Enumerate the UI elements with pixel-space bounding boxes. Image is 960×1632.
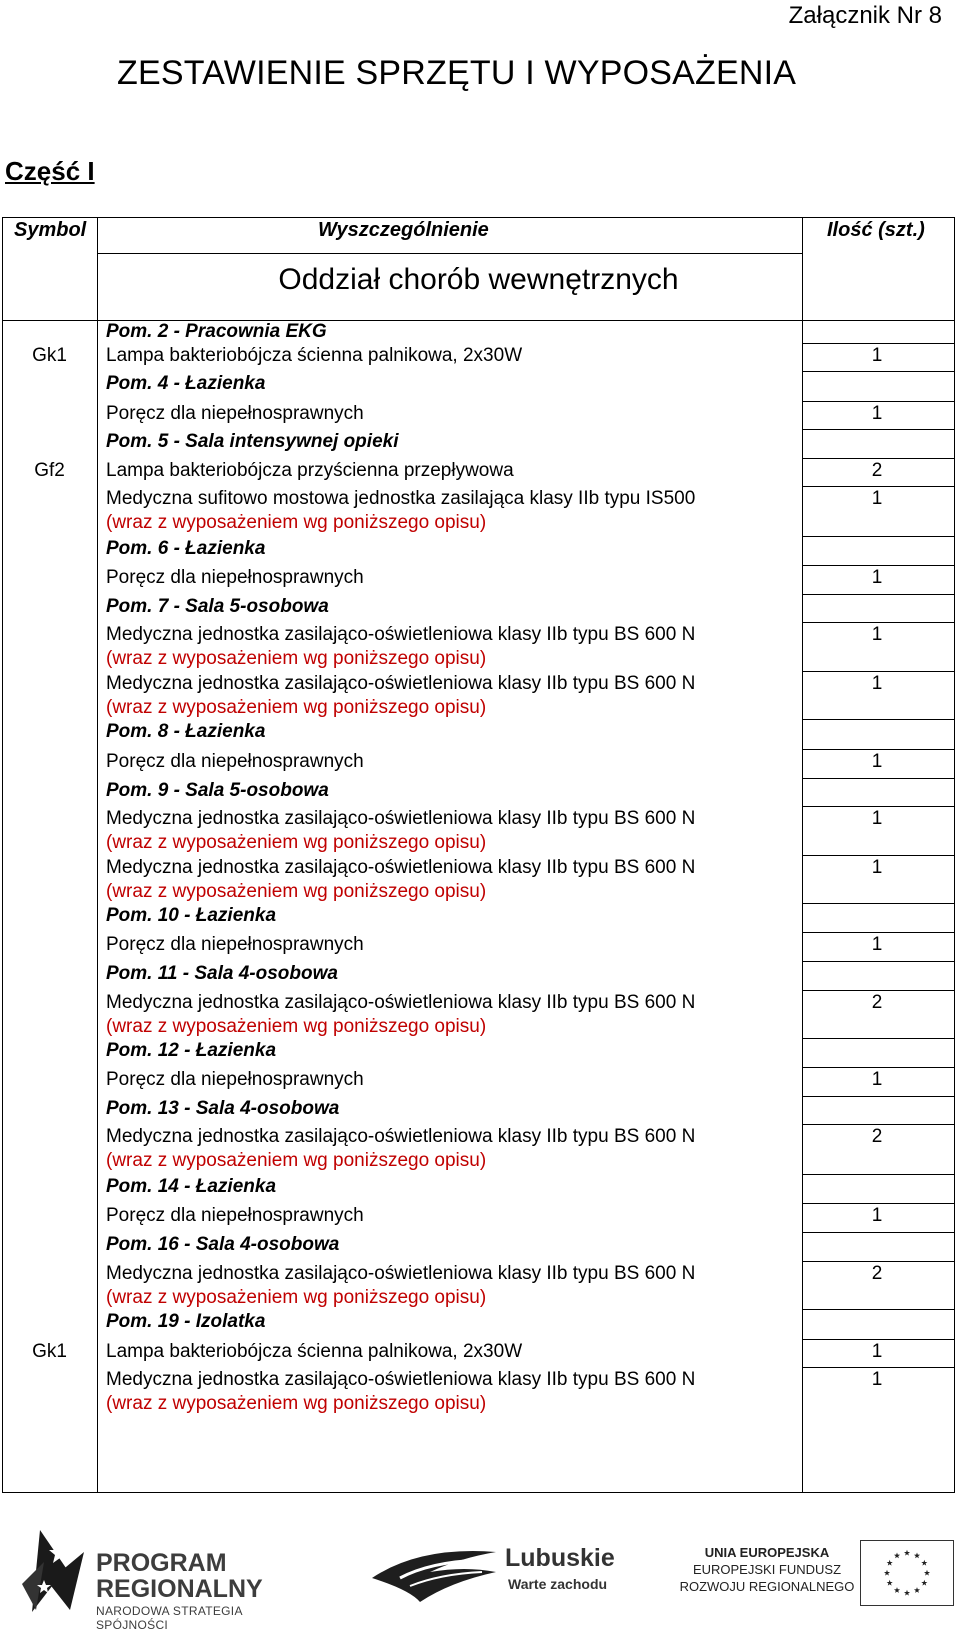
header-row-divider: [97, 253, 802, 254]
item-name: Poręcz dla niepełnosprawnych: [106, 934, 364, 955]
description-cell: [106, 566, 796, 590]
row-divider: [802, 1174, 955, 1175]
column-header-symbol: Symbol: [14, 219, 87, 241]
item-note: (wraz z wyposażeniem wg poniższego opisu): [106, 1393, 487, 1414]
quantity-cell: 1: [871, 1069, 883, 1090]
room-name: Pom. 11 - Sala 4-osobowa: [106, 963, 338, 984]
description-cell: [106, 1097, 796, 1121]
item-name: Medyczna jednostka zasilająco-oświetleniowa klasy IIb typu BS 600 N: [106, 1126, 696, 1147]
program-subtitle: NARODOWA STRATEGIA SPÓJNOŚCI: [96, 1604, 243, 1632]
eu-line2: EUROPEJSKI FUNDUSZ: [692, 1562, 842, 1577]
eu-star-icon: [914, 1587, 920, 1593]
eu-star-icon: [894, 1552, 900, 1558]
item-note: (wraz z wyposażeniem wg poniższego opisu): [106, 832, 487, 853]
description-cell: [106, 991, 796, 1039]
item-name: Medyczna jednostka zasilająco-oświetleniowa klasy IIb typu BS 600 N: [106, 992, 696, 1013]
item-name: Poręcz dla niepełnosprawnych: [106, 1205, 364, 1226]
item-name: Lampa bakteriobójcza ścienna palnikowa, 2x30W: [106, 345, 523, 366]
part-heading: Część I: [5, 156, 95, 186]
quantity-cell: 1: [871, 808, 883, 829]
description-cell: [106, 1204, 796, 1228]
quantity-cell: 1: [871, 857, 883, 878]
description-cell: [106, 1125, 796, 1173]
eu-star-icon: [921, 1560, 927, 1566]
description-cell: [106, 672, 796, 720]
item-name: Medyczna jednostka zasilająco-oświetleniowa klasy IIb typu BS 600 N: [106, 673, 696, 694]
eu-flag-icon: [860, 1540, 954, 1606]
quantity-cell: 1: [871, 1205, 883, 1226]
quantity-cell: 2: [871, 992, 883, 1013]
room-name: Pom. 2 - Pracownia EKG: [106, 321, 327, 342]
eu-star-icon: [884, 1570, 890, 1576]
program-line1: PROGRAM: [96, 1549, 227, 1577]
quantity-cell: 1: [871, 934, 883, 955]
eu-star-icon: [914, 1552, 920, 1558]
item-name: Medyczna jednostka zasilająco-oświetleniowa klasy IIb typu BS 600 N: [106, 1369, 696, 1390]
row-divider: [802, 1309, 955, 1310]
item-note: (wraz z wyposażeniem wg poniższego opisu): [106, 881, 487, 902]
item-note: (wraz z wyposażeniem wg poniższego opisu): [106, 1150, 487, 1171]
room-name: Pom. 8 - Łazienka: [106, 721, 266, 742]
row-divider: [802, 1096, 955, 1097]
column-header-description: Wyszczególnienie: [318, 219, 489, 241]
description-cell: [106, 1368, 796, 1416]
item-name: Lampa bakteriobójcza ścienna palnikowa, 2x30W: [106, 1341, 523, 1362]
description-cell: [106, 856, 796, 904]
eu-star-icon: [924, 1570, 930, 1576]
eu-star-icon: [894, 1587, 900, 1593]
eu-fund-text: [672, 1544, 862, 1604]
description-cell: [106, 750, 796, 774]
quantity-cell: 1: [871, 751, 883, 772]
quantity-cell: 1: [871, 567, 883, 588]
eu-star-icon: [904, 1550, 910, 1556]
row-divider: [802, 778, 955, 779]
item-name: Poręcz dla niepełnosprawnych: [106, 751, 364, 772]
eu-line1: UNIA EUROPEJSKA: [704, 1545, 830, 1560]
room-name: Pom. 10 - Łazienka: [106, 905, 277, 926]
lubuskie-emblem-icon: [370, 1542, 500, 1612]
room-name: Pom. 19 - Izolatka: [106, 1311, 266, 1332]
description-cell: [106, 1175, 796, 1199]
symbol-cell: Gk1: [32, 345, 67, 366]
row-divider: [802, 1038, 955, 1039]
description-cell: [106, 933, 796, 957]
item-name: Poręcz dla niepełnosprawnych: [106, 567, 364, 588]
eu-star-icon: [887, 1580, 893, 1586]
room-name: Pom. 12 - Łazienka: [106, 1040, 277, 1061]
lubuskie-logo: [370, 1542, 620, 1612]
description-cell: [106, 487, 796, 535]
description-cell: [106, 344, 796, 368]
attachment-label: Załącznik Nr 8: [788, 2, 942, 29]
description-cell: [106, 430, 796, 454]
item-note: (wraz z wyposażeniem wg poniższego opisu): [106, 697, 487, 718]
room-name: Pom. 7 - Sala 5-osobowa: [106, 596, 329, 617]
eu-star-icon: [921, 1580, 927, 1586]
row-divider: [802, 903, 955, 904]
description-cell: [106, 402, 796, 426]
description-cell: [106, 1262, 796, 1310]
quantity-cell: 1: [871, 624, 883, 645]
eu-star-icon: [904, 1590, 910, 1596]
program-regionalny-emblem-icon: [14, 1522, 88, 1614]
row-divider: [802, 594, 955, 595]
room-name: Pom. 4 - Łazienka: [106, 373, 266, 394]
column-divider-symbol: [97, 217, 98, 1493]
room-name: Pom. 5 - Sala intensywnej opieki: [106, 431, 399, 452]
room-name: Pom. 6 - Łazienka: [106, 538, 266, 559]
symbol-cell: Gk1: [32, 1341, 67, 1362]
quantity-cell: 1: [871, 1341, 883, 1362]
room-name: Pom. 14 - Łazienka: [106, 1176, 277, 1197]
room-name: Pom. 9 - Sala 5-osobowa: [106, 780, 329, 801]
lubuskie-subtitle: Warte zachodu: [508, 1576, 608, 1592]
row-divider: [802, 429, 955, 430]
item-name: Poręcz dla niepełnosprawnych: [106, 1069, 364, 1090]
description-cell: [106, 779, 796, 803]
quantity-cell: 2: [871, 460, 883, 481]
row-divider: [802, 536, 955, 537]
item-name: Poręcz dla niepełnosprawnych: [106, 403, 364, 424]
description-cell: [106, 595, 796, 619]
description-cell: [106, 623, 796, 671]
item-note: (wraz z wyposażeniem wg poniższego opisu): [106, 512, 487, 533]
description-cell: [106, 1340, 796, 1364]
item-name: Medyczna jednostka zasilająco-oświetleniowa klasy IIb typu BS 600 N: [106, 808, 696, 829]
description-cell: [106, 459, 796, 483]
eu-star-icon: [887, 1560, 893, 1566]
row-divider: [802, 1232, 955, 1233]
row-divider: [802, 371, 955, 372]
description-cell: [106, 904, 796, 928]
quantity-cell: 2: [871, 1263, 883, 1284]
column-header-quantity: Ilość (szt.): [827, 219, 925, 241]
item-name: Medyczna sufitowo mostowa jednostka zasilająca klasy IIb typu IS500: [106, 488, 696, 509]
program-regionalny-logo: [14, 1522, 314, 1632]
description-cell: [106, 1310, 796, 1334]
quantity-cell: 1: [871, 1369, 883, 1390]
description-cell: [106, 962, 796, 986]
row-divider: [802, 961, 955, 962]
item-name: Medyczna jednostka zasilająco-oświetleniowa klasy IIb typu BS 600 N: [106, 857, 696, 878]
room-name: Pom. 16 - Sala 4-osobowa: [106, 1234, 340, 1255]
quantity-cell: 1: [871, 345, 883, 366]
lubuskie-name: Lubuskie: [505, 1544, 615, 1572]
description-cell: [106, 1068, 796, 1092]
quantity-cell: 1: [871, 403, 883, 424]
item-note: (wraz z wyposażeniem wg poniższego opisu): [106, 1016, 487, 1037]
symbol-cell: Gf2: [34, 460, 65, 481]
program-line2: REGIONALNY: [96, 1575, 263, 1603]
description-cell: [106, 537, 796, 561]
quantity-cell: 1: [871, 673, 883, 694]
description-cell: [106, 1039, 796, 1063]
description-cell: [106, 320, 796, 344]
footer-logos: [0, 1520, 960, 1632]
row-divider: [802, 719, 955, 720]
item-note: (wraz z wyposażeniem wg poniższego opisu): [106, 648, 487, 669]
description-cell: [106, 807, 796, 855]
quantity-cell: 2: [871, 1126, 883, 1147]
description-cell: [106, 372, 796, 396]
department-title: Oddział chorób wewnętrznych: [278, 263, 679, 296]
description-cell: [106, 720, 796, 744]
item-name: Medyczna jednostka zasilająco-oświetleniowa klasy IIb typu BS 600 N: [106, 624, 696, 645]
eu-stars-icon: [861, 1541, 953, 1605]
item-name: Lampa bakteriobójcza przyścienna przepływowa: [106, 460, 514, 481]
quantity-cell: 1: [871, 488, 883, 509]
description-cell: [106, 1233, 796, 1257]
item-note: (wraz z wyposażeniem wg poniższego opisu): [106, 1287, 487, 1308]
document-title: ZESTAWIENIE SPRZĘTU I WYPOSAŻENIA: [117, 54, 797, 92]
eu-line3: ROZWOJU REGIONALNEGO: [679, 1579, 855, 1594]
item-name: Medyczna jednostka zasilająco-oświetleniowa klasy IIb typu BS 600 N: [106, 1263, 696, 1284]
room-name: Pom. 13 - Sala 4-osobowa: [106, 1098, 340, 1119]
